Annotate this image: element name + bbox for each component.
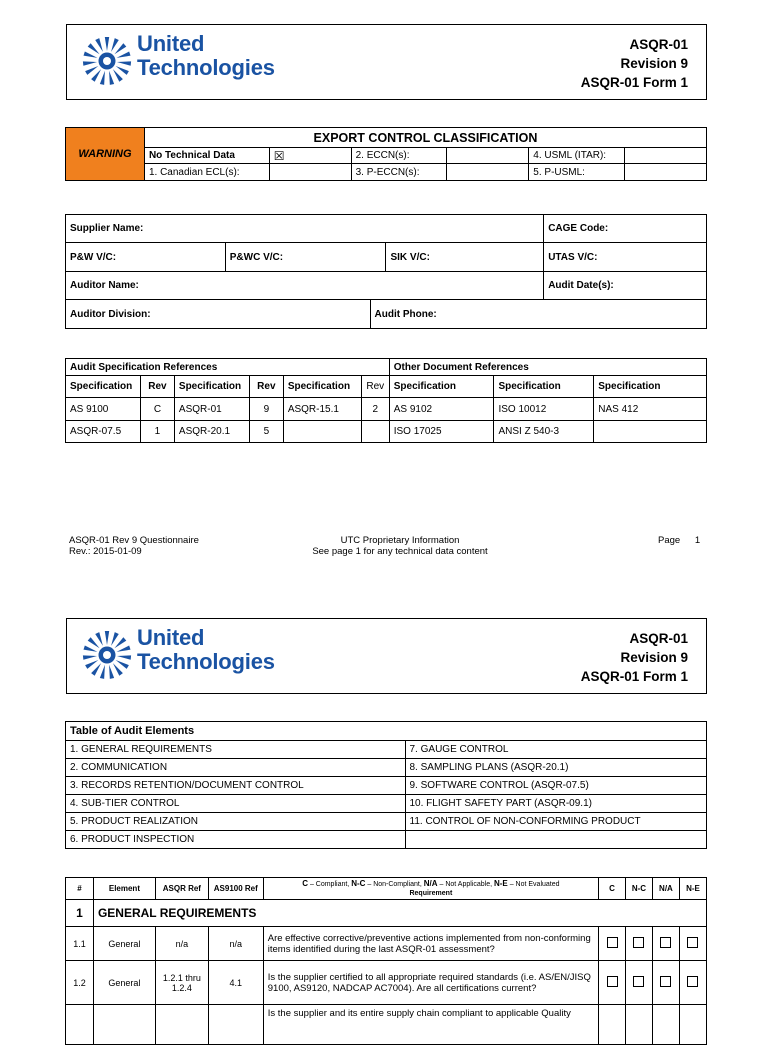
footer-revision-date: Rev.: 2015-01-09 <box>69 546 142 557</box>
footer-proprietary: UTC Proprietary Information <box>340 535 460 546</box>
legend-ne: N-E <box>493 879 508 888</box>
references-table <box>65 358 707 443</box>
question-text: Are effective corrective/preventive actions implemented from non-conforming items identified during the last ASQR-01 assessment? <box>263 927 598 961</box>
no-technical-data-checkbox[interactable]: ☒ <box>269 148 351 164</box>
compliant-checkbox[interactable] <box>599 961 626 1005</box>
table-cell: ASQR-01 <box>174 398 249 421</box>
page2-header <box>66 618 707 694</box>
audit-dates-field[interactable]: Audit Date(s): <box>544 272 707 300</box>
canadian-ecl-label: 1. Canadian ECL(s): <box>144 164 269 181</box>
section-number: 1 <box>66 900 94 927</box>
document-id-block <box>581 35 688 92</box>
not-evaluated-checkbox[interactable] <box>679 927 706 961</box>
question-asqr-ref: n/a <box>155 927 208 961</box>
question-as9100-ref: 4.1 <box>208 961 263 1005</box>
legend-na: N/A <box>423 879 438 888</box>
col-element: Element <box>93 878 155 900</box>
audit-phone-field[interactable]: Audit Phone: <box>370 300 706 329</box>
table-cell: ASQR-20.1 <box>174 421 249 443</box>
question-text: Is the supplier certified to all appropriate required standards (i.e. AS/EN/JISQ 9100, AS9120, NADCAP AC7004). Are all certifications current? <box>263 961 598 1005</box>
audit-element-item: 1. GENERAL REQUIREMENTS <box>66 741 406 759</box>
audit-elements-table <box>65 721 707 849</box>
peccn-label: 3. P-ECCN(s): <box>351 164 447 181</box>
table-row <box>66 398 707 421</box>
checkbox-icon <box>633 976 644 987</box>
col-spec: Specification <box>594 376 707 398</box>
table-cell: 9 <box>249 398 283 421</box>
brand-line1: United <box>137 31 205 56</box>
footer-page-label: Page <box>658 535 681 546</box>
footer-technical-data-note: See page 1 for any technical data content <box>312 546 488 557</box>
audit-element-item: 5. PRODUCT REALIZATION <box>66 813 406 831</box>
footer-doc-name: ASQR-01 Rev 9 Questionnaire <box>69 535 199 546</box>
legend-c: C <box>302 879 308 888</box>
supplier-info-table <box>65 214 707 329</box>
doc-id: ASQR-01 <box>629 37 688 52</box>
requirement-label: Requirement <box>409 890 453 897</box>
col-spec: Specification <box>283 376 361 398</box>
questions-table <box>65 877 707 1045</box>
warning-label: WARNING <box>66 128 145 181</box>
footer-left <box>69 535 199 557</box>
audit-element-item: 7. GAUGE CONTROL <box>405 741 707 759</box>
col-spec: Specification <box>389 376 494 398</box>
table-cell <box>283 421 361 443</box>
not-applicable-checkbox[interactable] <box>652 927 679 961</box>
supplier-name-field[interactable]: Supplier Name: <box>66 215 544 243</box>
legend-c-text: – Compliant, <box>308 881 352 888</box>
question-number: 1.1 <box>66 927 94 961</box>
table-cell: AS 9102 <box>389 398 494 421</box>
brand-line1: United <box>137 625 205 650</box>
table-cell: AS 9100 <box>66 398 141 421</box>
col-compliant: C <box>599 878 626 900</box>
legend-ne-text: – Not Evaluated <box>507 881 560 888</box>
table-row <box>66 1005 707 1045</box>
brand-line2: Technologies <box>137 55 275 80</box>
no-technical-data-label: No Technical Data <box>144 148 269 164</box>
audit-spec-references-title: Audit Specification References <box>66 359 390 376</box>
auditor-name-field[interactable]: Auditor Name: <box>66 272 544 300</box>
pw-vc-field[interactable]: P&W V/C: <box>66 243 226 272</box>
table-row <box>66 421 707 443</box>
doc-revision: Revision 9 <box>620 650 688 665</box>
usml-label: 4. USML (ITAR): <box>529 148 625 164</box>
checkbox-icon <box>687 937 698 948</box>
checkbox-icon <box>660 976 671 987</box>
not-applicable-checkbox[interactable] <box>652 1005 679 1045</box>
compliance-legend <box>268 879 594 889</box>
doc-revision: Revision 9 <box>620 56 688 71</box>
col-asqr-ref: ASQR Ref <box>155 878 208 900</box>
question-number: 1.2 <box>66 961 94 1005</box>
col-spec: Specification <box>66 376 141 398</box>
page1-header <box>66 24 707 100</box>
legend-na-text: – Not Applicable, <box>437 881 494 888</box>
peccn-value[interactable] <box>447 164 529 181</box>
question-as9100-ref: n/a <box>208 927 263 961</box>
checkbox-icon <box>660 937 671 948</box>
question-element: General <box>93 927 155 961</box>
compliant-checkbox[interactable] <box>599 1005 626 1045</box>
section-title: GENERAL REQUIREMENTS <box>93 900 706 927</box>
table-cell: ASQR-15.1 <box>283 398 361 421</box>
col-number: # <box>66 878 94 900</box>
cage-code-field[interactable]: CAGE Code: <box>544 215 707 243</box>
brand-name <box>137 32 275 80</box>
united-technologies-logo-icon <box>81 35 133 87</box>
question-number <box>66 1005 94 1045</box>
audit-element-item: 4. SUB-TIER CONTROL <box>66 795 406 813</box>
checkbox-icon <box>607 937 618 948</box>
doc-id: ASQR-01 <box>629 631 688 646</box>
col-requirement <box>263 878 598 900</box>
table-cell: 5 <box>249 421 283 443</box>
question-text: Is the supplier and its entire supply chain compliant to applicable Quality <box>263 1005 598 1045</box>
footer-page-number: 1 <box>694 535 701 546</box>
pwc-vc-field[interactable]: P&WC V/C: <box>225 243 386 272</box>
doc-form: ASQR-01 Form 1 <box>580 75 688 90</box>
pusml-value[interactable] <box>625 164 707 181</box>
table-cell: ASQR-07.5 <box>66 421 141 443</box>
non-compliant-checkbox[interactable] <box>625 927 652 961</box>
table-cell: ISO 17025 <box>389 421 494 443</box>
audit-element-item: 10. FLIGHT SAFETY PART (ASQR-09.1) <box>405 795 707 813</box>
table-cell: C <box>140 398 174 421</box>
audit-element-item: 8. SAMPLING PLANS (ASQR-20.1) <box>405 759 707 777</box>
audit-element-item: 3. RECORDS RETENTION/DOCUMENT CONTROL <box>66 777 406 795</box>
col-spec: Specification <box>174 376 249 398</box>
col-as9100-ref: AS9100 Ref <box>208 878 263 900</box>
table-cell: 2 <box>361 398 389 421</box>
col-not-applicable: N/A <box>652 878 679 900</box>
document-id-block <box>581 629 688 686</box>
table-cell: 1 <box>140 421 174 443</box>
canadian-ecl-value[interactable] <box>269 164 351 181</box>
eccn-label: 2. ECCN(s): <box>351 148 447 164</box>
question-element <box>93 1005 155 1045</box>
not-evaluated-checkbox[interactable] <box>679 1005 706 1045</box>
table-row <box>66 961 707 1005</box>
brand-name <box>137 626 275 674</box>
col-rev: Rev <box>140 376 174 398</box>
footer-center <box>300 535 500 557</box>
usml-value[interactable] <box>625 148 707 164</box>
compliant-checkbox[interactable] <box>599 927 626 961</box>
doc-form: ASQR-01 Form 1 <box>580 669 688 684</box>
table-cell: ISO 10012 <box>494 398 594 421</box>
table-cell: ANSI Z 540-3 <box>494 421 594 443</box>
col-rev: Rev <box>249 376 283 398</box>
table-cell <box>594 421 707 443</box>
audit-element-item: 9. SOFTWARE CONTROL (ASQR-07.5) <box>405 777 707 795</box>
question-asqr-ref <box>155 1005 208 1045</box>
eccn-value[interactable] <box>447 148 529 164</box>
non-compliant-checkbox[interactable] <box>625 961 652 1005</box>
col-rev: Rev <box>361 376 389 398</box>
footer-page <box>658 535 700 546</box>
table-cell: NAS 412 <box>594 398 707 421</box>
question-element: General <box>93 961 155 1005</box>
audit-element-item: 2. COMMUNICATION <box>66 759 406 777</box>
checkbox-icon <box>607 976 618 987</box>
auditor-division-field[interactable]: Auditor Division: <box>66 300 371 329</box>
table-cell <box>361 421 389 443</box>
question-asqr-ref: 1.2.1 thru 1.2.4 <box>155 961 208 1005</box>
other-document-references-title: Other Document References <box>389 359 706 376</box>
sik-vc-field[interactable]: SIK V/C: <box>386 243 544 272</box>
export-control-title: EXPORT CONTROL CLASSIFICATION <box>144 128 706 148</box>
legend-nc: N-C <box>351 879 366 888</box>
pusml-label: 5. P-USML: <box>529 164 625 181</box>
utas-vc-field[interactable]: UTAS V/C: <box>544 243 707 272</box>
brand-line2: Technologies <box>137 649 275 674</box>
col-spec: Specification <box>494 376 594 398</box>
not-evaluated-checkbox[interactable] <box>679 961 706 1005</box>
audit-element-item: 6. PRODUCT INSPECTION <box>66 831 406 849</box>
audit-elements-title: Table of Audit Elements <box>66 722 707 741</box>
united-technologies-logo-icon <box>81 629 133 681</box>
audit-element-item <box>405 831 707 849</box>
checkbox-icon <box>633 937 644 948</box>
audit-element-item: 11. CONTROL OF NON-CONFORMING PRODUCT <box>405 813 707 831</box>
not-applicable-checkbox[interactable] <box>652 961 679 1005</box>
non-compliant-checkbox[interactable] <box>625 1005 652 1045</box>
col-not-evaluated: N-E <box>679 878 706 900</box>
col-non-compliant: N-C <box>625 878 652 900</box>
question-as9100-ref <box>208 1005 263 1045</box>
checkbox-icon <box>687 976 698 987</box>
export-control-table <box>65 127 707 181</box>
table-row <box>66 927 707 961</box>
legend-nc-text: – Non-Compliant, <box>365 881 424 888</box>
